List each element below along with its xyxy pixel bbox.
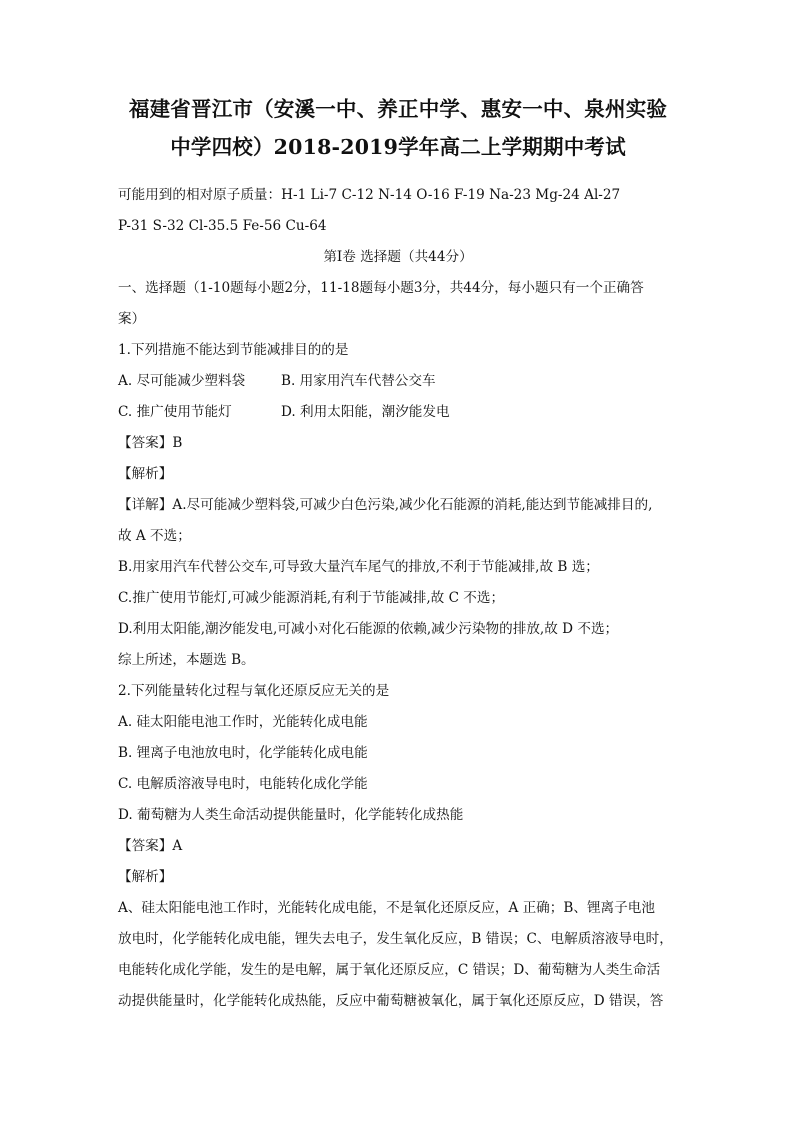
question-2-analysis-line-3: 电能转化成化学能，发生的是电解，属于氧化还原反应，C 错误；D、葡萄糖为人类生命活 (118, 962, 661, 978)
question-1-summary: 综上所述，本题选 B。 (118, 652, 255, 668)
question-2-answer: 【答案】A (118, 838, 183, 854)
section-instructions-line-2: 案） (118, 311, 146, 327)
atomic-mass-line-1: 可能用到的相对原子质量：H-1 Li-7 C-12 N-14 O-16 F-19 Na-23 Mg-24 Al-27 (118, 187, 621, 203)
question-1-analysis-label: 【解析】 (118, 466, 173, 482)
question-2-analysis-line-4: 动提供能量时，化学能转化成热能，反应中葡萄糖被氧化，属于氧化还原反应，D 错误，答 (118, 993, 664, 1009)
question-2-option-b: B. 锂离子电池放电时，化学能转化成电能 (118, 745, 368, 761)
question-2-analysis-label: 【解析】 (118, 869, 173, 885)
document-title-line-2: 中学四校）2018-2019学年高二上学期期中考试 (170, 135, 626, 159)
question-1-option-b: B. 用家用汽车代替公交车 (281, 373, 436, 389)
section-heading: 第Ⅰ卷 选择题（共44分） (323, 249, 473, 265)
document-title-line-1: 福建省晋江市（安溪一中、养正中学、惠安一中、泉州实验 (128, 97, 668, 121)
question-1-detail-d: D.利用太阳能,潮汐能发电,可减小对化石能源的依赖,减少污染物的排放,故 D 不选； (118, 621, 619, 637)
question-1-answer: 【答案】B (118, 435, 183, 451)
section-instructions-line-1: 一、选择题（1-10题每小题2分，11-18题每小题3分，共44分，每小题只有一个正确答 (118, 280, 644, 296)
question-1-option-c: C. 推广使用节能灯 (118, 404, 232, 420)
question-1-detail-c: C.推广使用节能灯,可减少能源消耗,有利于节能减排,故 C 不选； (118, 590, 505, 606)
question-2-option-d: D. 葡萄糖为人类生命活动提供能量时，化学能转化成热能 (118, 807, 464, 823)
question-1-detail-line-2: 故 A 不选； (118, 528, 191, 544)
atomic-mass-line-2: P-31 S-32 Cl-35.5 Fe-56 Cu-64 (118, 218, 327, 234)
question-1-options-row-1 (118, 366, 678, 397)
question-1-option-a: A. 尽可能减少塑料袋 (118, 373, 246, 389)
question-2-analysis-line-1: A、硅太阳能电池工作时，光能转化成电能，不是氧化还原反应，A 正确；B、锂离子电池 (118, 900, 655, 916)
question-2-stem: 2.下列能量转化过程与氧化还原反应无关的是 (118, 683, 390, 699)
question-1-detail-line-1: 【详解】A.尽可能减少塑料袋,可减少白色污染,减少化石能源的消耗,能达到节能减排目的, (118, 497, 653, 513)
question-2-option-c: C. 电解质溶液导电时，电能转化成化学能 (118, 776, 368, 792)
question-2-analysis-line-2: 放电时，化学能转化成电能，锂失去电子，发生氧化反应，B 错误；C、电解质溶液导电时， (118, 931, 673, 947)
question-2-option-a: A. 硅太阳能电池工作时，光能转化成电能 (118, 714, 368, 730)
question-1-detail-b: B.用家用汽车代替公交车,可导致大量汽车尾气的排放,不利于节能减排,故 B 选； (118, 559, 599, 575)
question-1-options-row-2 (118, 397, 678, 428)
question-1-option-d: D. 利用太阳能，潮汐能发电 (281, 404, 450, 420)
question-1-stem: 1.下列措施不能达到节能减排目的的是 (118, 342, 349, 358)
